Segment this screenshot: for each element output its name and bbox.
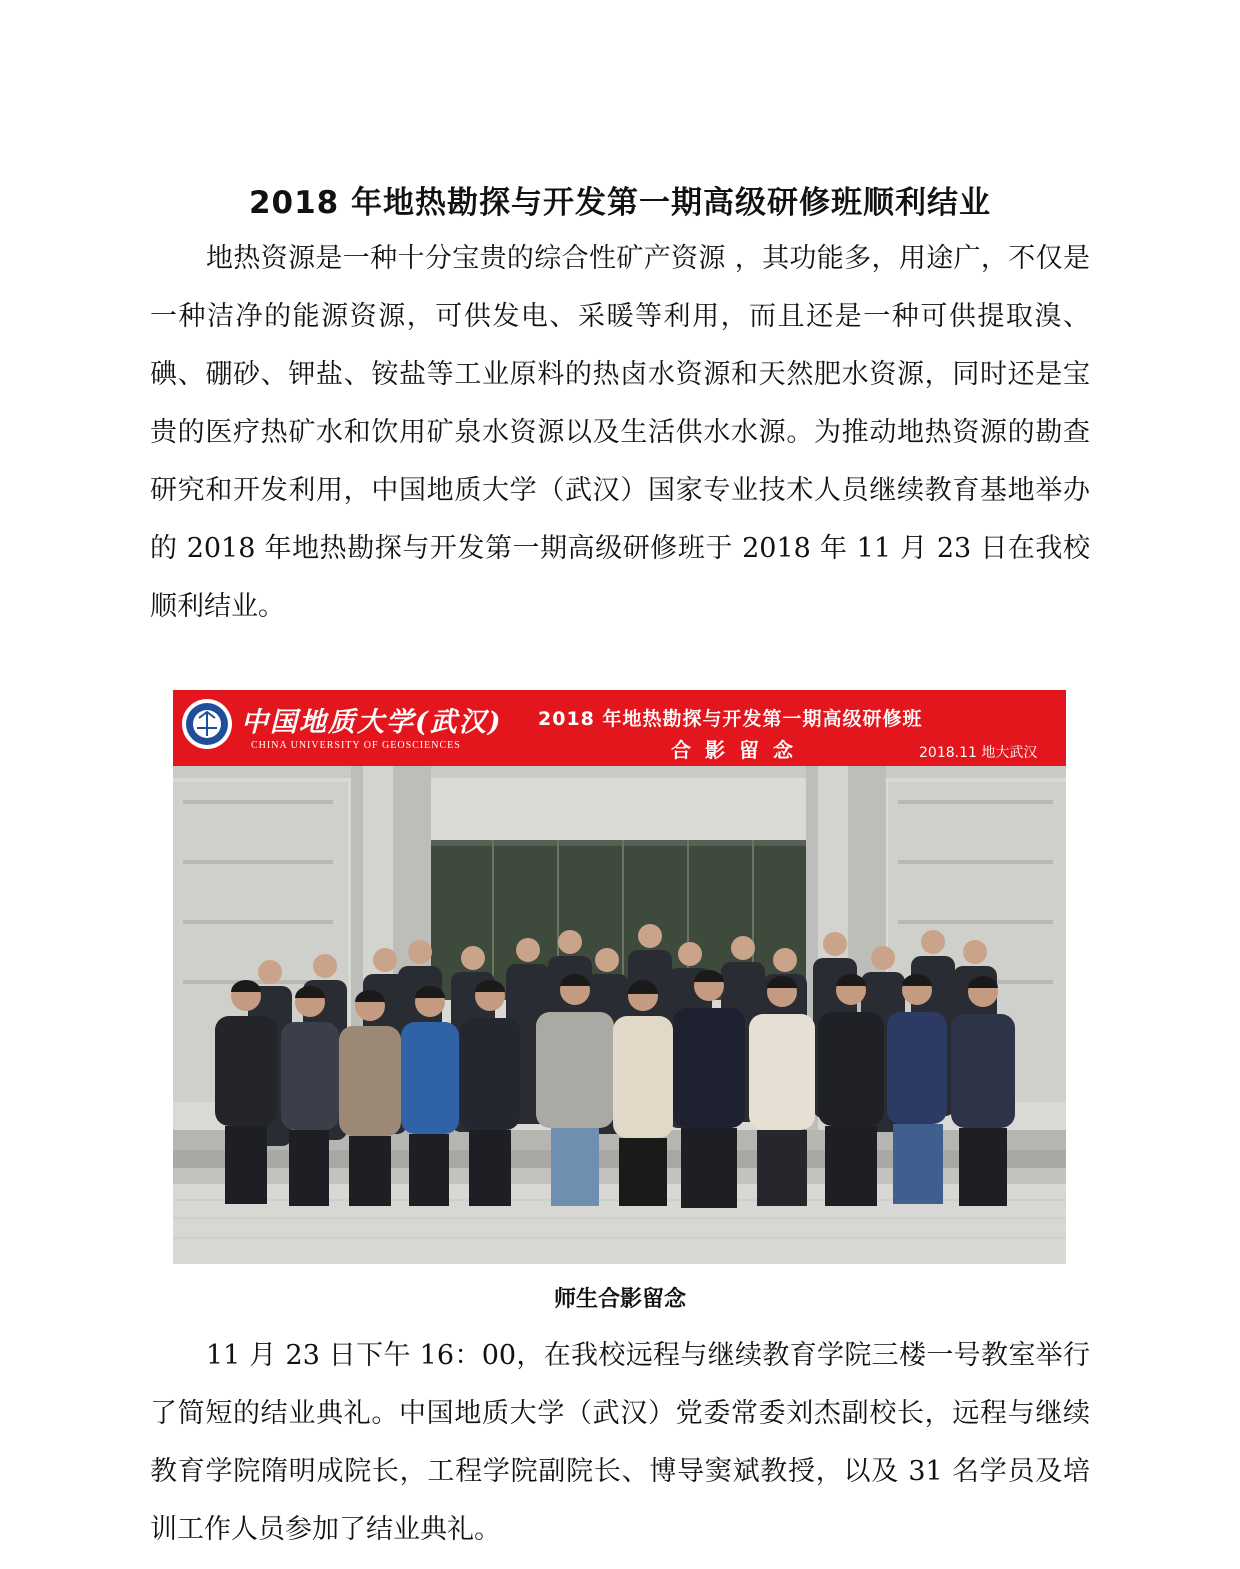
banner-subtitle: 合影留念 bbox=[671, 738, 807, 762]
banner-date-place: 2018.11 地大武汉 bbox=[919, 745, 1038, 761]
article-title: 2018 年地热勘探与开发第一期高级研修班顺利结业 bbox=[248, 184, 992, 221]
university-emblem-icon bbox=[181, 698, 233, 750]
paragraph-ceremony: 11 月 23 日下午 16：00，在我校远程与继续教育学院三楼一号教室举行了简短的结业典礼。中国地质大学（武汉）党委常委刘杰副校长，远程与继续教育学院隋明成院长，工程学院副院长、博导窦斌教授，以及 31 名学员及培训工作人员参加了结业典礼。 bbox=[150, 1340, 1090, 1545]
banner-class-title: 2018 年地热勘探与开发第一期高级研修班 bbox=[538, 708, 923, 730]
banner-university-english: CHINA UNIVERSITY OF GEOSCIENCES bbox=[251, 740, 461, 751]
banner-university-name: 中国地质大学(武汉) bbox=[241, 707, 503, 738]
photo-caption: 师生合影留念 bbox=[553, 1287, 686, 1312]
group-photo bbox=[173, 690, 1066, 1264]
paragraph-intro: 地热资源是一种十分宝贵的综合性矿产资源 ，其功能多，用途广，不仅是一种洁净的能源资源，可供发电、采暖等利用，而且还是一种可供提取溴、碘、硼砂、钾盐、铵盐等工业原料的热卤水资源和天然肥水资源，同时还是宝贵的医疗热矿水和饮用矿泉水资源以及生活供水水源。为推动地热资源的勘查研究和开发利用，中国地质大学（武汉）国家专业技术人员继续教育基地举办的 2018 年地热勘探与开发第一期高级研修班于 2018 年 11 月 23 日在我校顺利结业。 bbox=[150, 243, 1090, 622]
